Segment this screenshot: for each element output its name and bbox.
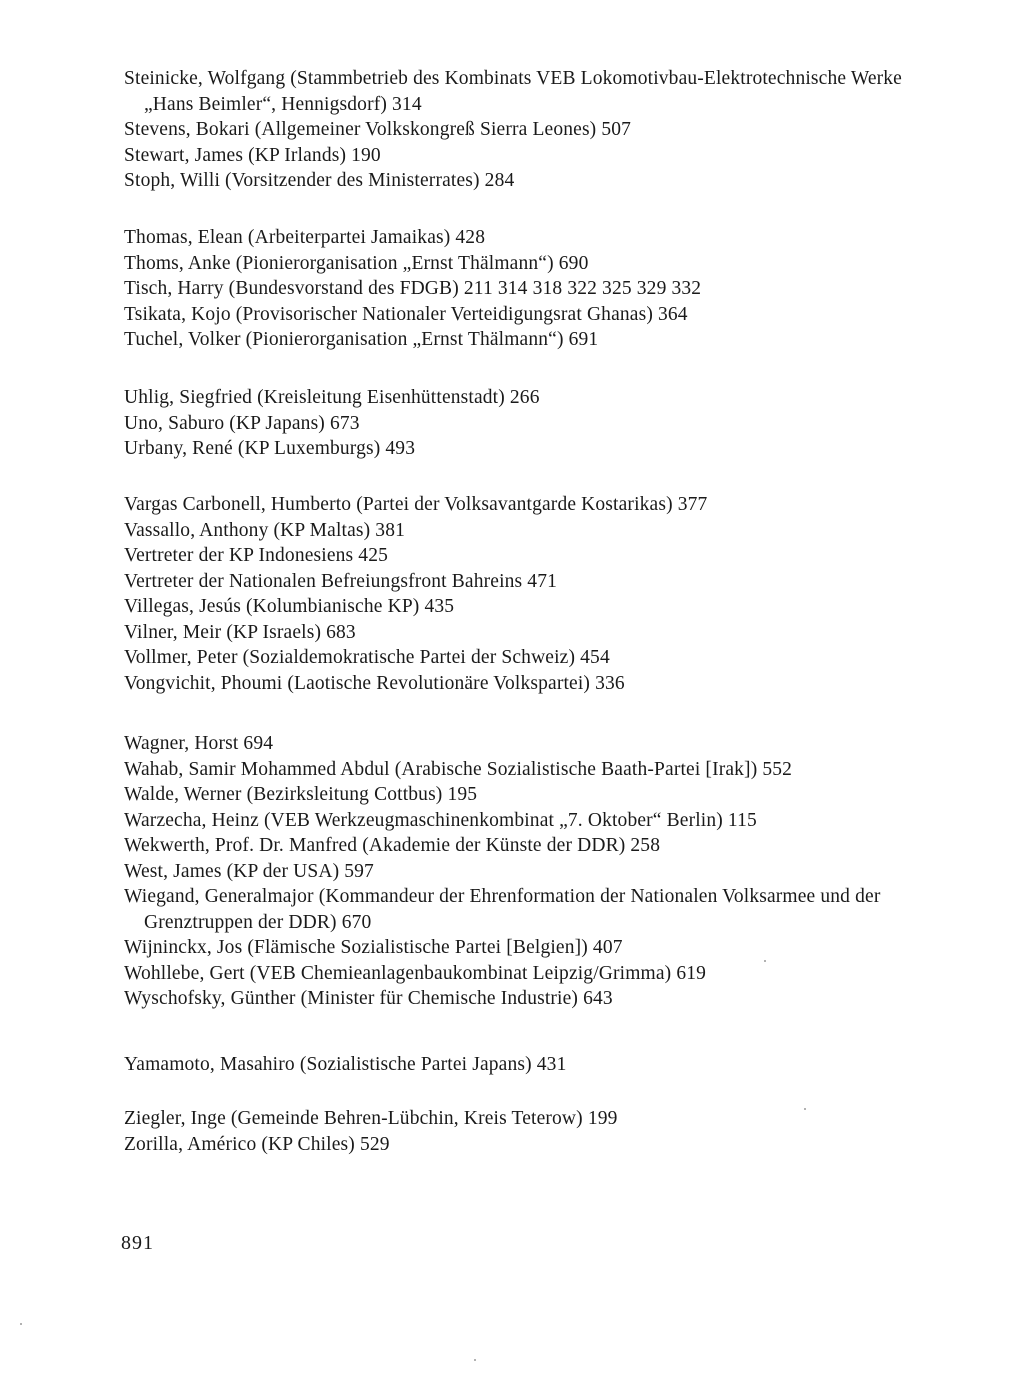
index-entry: Yamamoto, Masahiro (Sozialistische Partei Japans) 431 (124, 1054, 567, 1075)
index-entry: Vongvichit, Phoumi (Laotische Revolutionäre Volkspartei) 336 (124, 672, 625, 694)
index-entry: Wahab, Samir Mohammed Abdul (Arabische Sozialistische Baath-Partei [Irak]) 552 (124, 758, 793, 780)
index-entry: Villegas, Jesús (Kolumbianische KP) 435 (124, 596, 455, 617)
index-entry: Wiegand, Generalmajor (Kommandeur der Ehrenformation der Nationalen Volksarmee und der Grenztruppen der DDR) 670 (124, 886, 881, 933)
index-entry: Steinicke, Wolfgang (Stammbetrieb des Kombinats VEB Lokomotivbau-Elektrotechnische Werke „Hans Beimler“, Hennigsdorf) 314 (124, 68, 902, 115)
index-entry: Wagner, Horst 694 (124, 733, 274, 754)
index-group-w (124, 731, 954, 1012)
index-entry: Walde, Werner (Bezirksleitung Cottbus) 195 (124, 784, 478, 805)
index-group-v (124, 492, 954, 696)
index-entry: Vargas Carbonell, Humberto (Partei der Volksavantgarde Kostarikas) 377 (124, 494, 708, 515)
index-entry: Thoms, Anke (Pionierorganisation „Ernst Thälmann“) 690 (124, 252, 589, 274)
index-group-z (124, 1106, 954, 1157)
index-group-s (124, 66, 954, 194)
scan-speck (20, 1323, 22, 1325)
index-entry: Wohllebe, Gert (VEB Chemieanlagenbaukombinat Leipzig/Grimma) 619 (124, 962, 707, 984)
index-entry: Vertreter der Nationalen Befreiungsfront Bahreins 471 (124, 570, 558, 592)
index-entry: Uno, Saburo (KP Japans) 673 (124, 412, 360, 434)
index-entry: Zorilla, Américo (KP Chiles) 529 (124, 1133, 390, 1155)
scan-speck (474, 1359, 476, 1361)
index-entry: Wyschofsky, Günther (Minister für Chemische Industrie) 643 (124, 988, 613, 1009)
index-entry: Ziegler, Inge (Gemeinde Behren-Lübchin, Kreis Teterow) 199 (124, 1108, 618, 1129)
index-group-y (124, 1052, 954, 1078)
scan-speck (804, 1108, 806, 1110)
index-entry: Tisch, Harry (Bundesvorstand des FDGB) 211 314 318 322 325 329 332 (124, 278, 702, 299)
index-entry: Uhlig, Siegfried (Kreisleitung Eisenhüttenstadt) 266 (124, 387, 540, 408)
index-entry: Wijninckx, Jos (Flämische Sozialistische Partei [Belgien]) 407 (124, 937, 623, 958)
index-entry: Stewart, James (KP Irlands) 190 (124, 144, 381, 166)
index-entry: Vertreter der KP Indonesiens 425 (124, 545, 389, 566)
index-entry: Vollmer, Peter (Sozialdemokratische Partei der Schweiz) 454 (124, 647, 610, 668)
index-entry: Stevens, Bokari (Allgemeiner Volkskongreß Sierra Leones) 507 (124, 119, 632, 140)
index-entry: Thomas, Elean (Arbeiterpartei Jamaikas) 428 (124, 227, 486, 248)
scan-speck (764, 960, 766, 962)
index-entry: Stoph, Willi (Vorsitzender des Ministerrates) 284 (124, 170, 515, 191)
index-entry: Vassallo, Anthony (KP Maltas) 381 (124, 519, 406, 541)
index-entry: Vilner, Meir (KP Israels) 683 (124, 621, 356, 643)
index-group-t (124, 225, 954, 353)
index-entry: Tsikata, Kojo (Provisorischer Nationaler Verteidigungsrat Ghanas) 364 (124, 303, 688, 325)
index-entry: Wekwerth, Prof. Dr. Manfred (Akademie der Künste der DDR) 258 (124, 835, 661, 856)
index-group-u (124, 385, 954, 462)
index-entry: Tuchel, Volker (Pionierorganisation „Ernst Thälmann“) 691 (124, 329, 599, 350)
index-entry: Warzecha, Heinz (VEB Werkzeugmaschinenkombinat „7. Oktober“ Berlin) 115 (124, 809, 757, 831)
page-number: 891 (121, 1232, 154, 1254)
index-entry: Urbany, René (KP Luxemburgs) 493 (124, 438, 416, 459)
index-entry: West, James (KP der USA) 597 (124, 860, 374, 882)
